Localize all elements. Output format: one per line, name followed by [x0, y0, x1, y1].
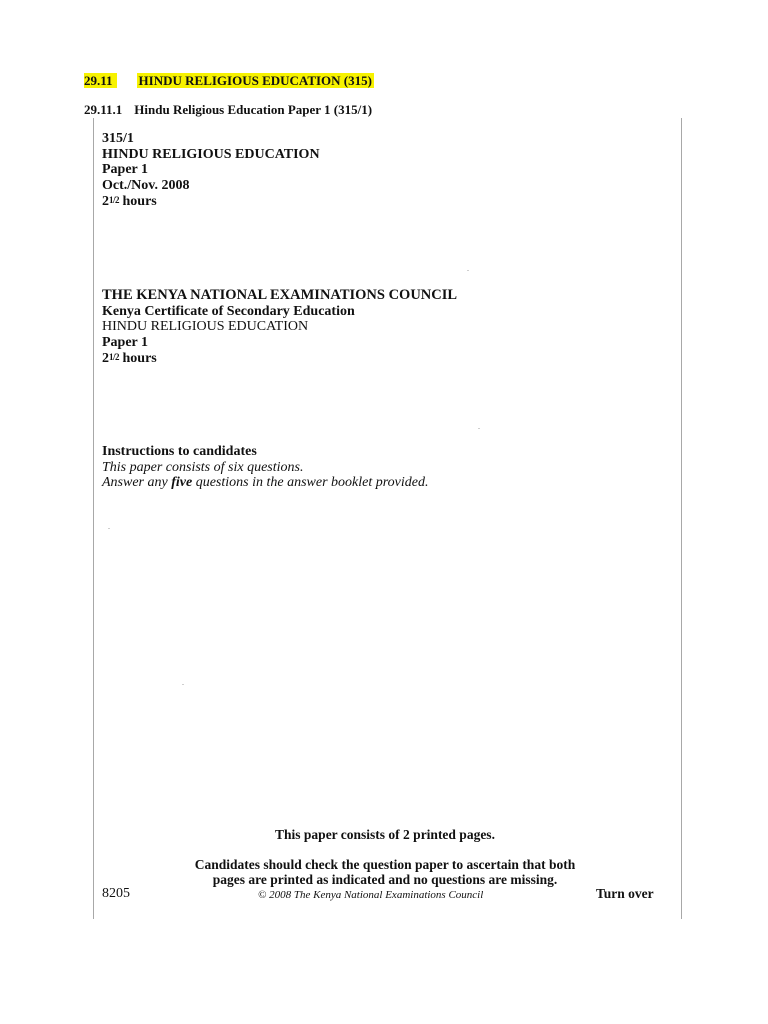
copyright-notice: © 2008 The Kenya National Examinations Council	[258, 889, 484, 901]
council-duration-unit: hours	[122, 351, 157, 366]
check-notice-line-1: Candidates should check the question paper to ascertain that both	[194, 857, 576, 872]
scan-speck	[478, 428, 480, 429]
paper-cover-header	[102, 131, 320, 210]
scan-speck	[108, 528, 110, 529]
council-duration	[102, 350, 457, 367]
section-title: HINDU RELIGIOUS EDUCATION (315)	[138, 73, 372, 88]
section-number: 29.11	[84, 73, 117, 88]
certificate-name: Kenya Certificate of Secondary Education	[102, 303, 355, 319]
paper-code: 315/1	[102, 131, 134, 146]
instructions-block	[102, 444, 429, 491]
footer-notice	[176, 827, 594, 887]
paper-session: Oct./Nov. 2008	[102, 177, 190, 193]
council-header	[102, 288, 457, 367]
subsection-title: Hindu Religious Education Paper 1 (315/1)	[134, 102, 373, 117]
subsection-heading	[84, 102, 372, 118]
instructions-line-2-end: questions in the answer booklet provided.	[192, 475, 429, 490]
page-frame-left-border	[93, 118, 94, 919]
turn-over-label: Turn over	[596, 886, 654, 901]
subsection-number: 29.11.1	[84, 102, 123, 117]
duration-unit: hours	[122, 194, 157, 209]
council-duration-fraction: 1/2	[109, 352, 120, 362]
instructions-heading: Instructions to candidates	[102, 444, 257, 459]
instructions-line-1: This paper consists of six questions.	[102, 459, 304, 475]
scan-speck	[467, 270, 469, 271]
paper-subject: HINDU RELIGIOUS EDUCATION	[102, 146, 320, 162]
council-name: THE KENYA NATIONAL EXAMINATIONS COUNCIL	[102, 287, 458, 303]
page-frame-right-border	[681, 118, 682, 919]
council-subject: HINDU RELIGIOUS EDUCATION	[102, 319, 309, 334]
council-duration-whole: 2	[102, 351, 109, 366]
council-paper: Paper 1	[102, 334, 149, 350]
section-heading	[84, 72, 374, 89]
instructions-line-2	[102, 475, 429, 491]
instructions-emphasis: five	[171, 475, 193, 490]
printed-pages-notice: This paper consists of 2 printed pages.	[275, 827, 495, 842]
duration-fraction: 1/2	[109, 195, 120, 205]
scan-speck	[182, 684, 184, 685]
paper-number: Paper 1	[102, 162, 149, 177]
paper-serial-code: 8205	[102, 886, 130, 901]
instructions-line-2-start: Answer any	[102, 475, 172, 490]
paper-duration	[102, 193, 320, 210]
duration-whole: 2	[102, 194, 109, 209]
check-notice-line-2: pages are printed as indicated and no questions are missing.	[212, 872, 558, 887]
